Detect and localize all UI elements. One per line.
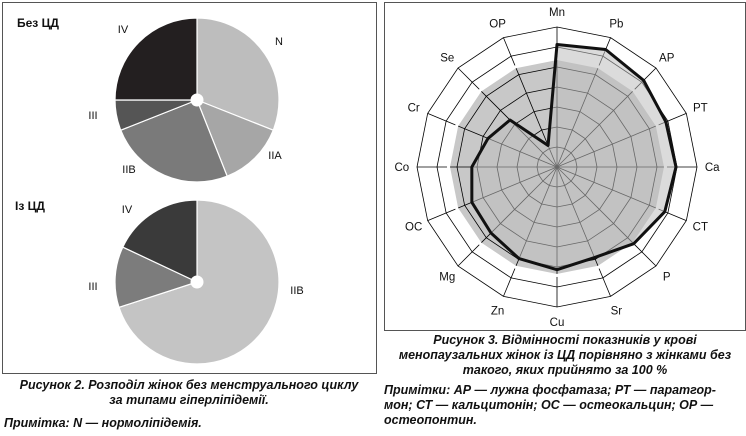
pie2-label-iii: III bbox=[88, 281, 98, 293]
radar-axis-label-cu: Cu bbox=[549, 317, 565, 330]
radar-axis-label-se: Se bbox=[440, 52, 455, 65]
pie2-label-iv: IV bbox=[121, 204, 133, 216]
pie-charts bbox=[3, 3, 376, 373]
pie2-center-hole bbox=[191, 276, 203, 288]
pie1-label-n: N bbox=[275, 36, 283, 48]
pie1-center-hole bbox=[191, 94, 203, 106]
radar-axis-label-ap: AP bbox=[659, 52, 675, 65]
radar-panel bbox=[384, 2, 746, 331]
radar-axis-label-zn: Zn bbox=[490, 305, 505, 318]
pie1-label-iv: IV bbox=[117, 24, 129, 36]
radar-axis-label-pb: Pb bbox=[609, 18, 624, 31]
radar-axis-label-ct: CT bbox=[692, 221, 709, 234]
radar-axis-label-mn: Mn bbox=[549, 6, 565, 19]
radar-axis-label-cr: Cr bbox=[407, 102, 420, 115]
pie1-label-iia: IIA bbox=[268, 150, 282, 162]
radar-axis-label-ca: Ca bbox=[704, 162, 720, 174]
pie2-label-iib: IIB bbox=[290, 285, 304, 297]
pie1-label-iii: III bbox=[88, 110, 98, 122]
fig3-caption: Рисунок 3. Відмінності показників у крові менопаузальних жінок із ЦД порівняно з жінками без такого, яких прийнято за 100 % bbox=[398, 333, 732, 377]
radar-axis-label-co: Co bbox=[394, 162, 410, 174]
radar-axis-label-p: P bbox=[662, 271, 671, 284]
radar-axis-label-sr: Sr bbox=[610, 305, 623, 318]
fig2-note: Примітка: N — нормоліпідемія. bbox=[4, 416, 202, 430]
radar-axis-label-oc: OC bbox=[405, 221, 423, 234]
pie1-label-iib: IIB bbox=[122, 164, 136, 176]
fig2-caption: Рисунок 2. Розподіл жінок без менструального циклу за типами гіперліпідемії. bbox=[19, 378, 359, 407]
fig3-note: Примітки: АР — лужна фосфатаза; РТ — паратгор-мон; СТ — кальцитонін; ОС — остеокальцин; ОР — остеопонтин. bbox=[384, 383, 716, 427]
radar-axis-label-mg: Mg bbox=[439, 271, 456, 284]
radar-axis-label-op: OP bbox=[489, 18, 506, 31]
radar-chart bbox=[385, 3, 745, 330]
pie2-title: Із ЦД bbox=[15, 199, 45, 213]
radar-axis-label-pt: PT bbox=[693, 102, 708, 115]
pie1-title: Без ЦД bbox=[17, 16, 59, 30]
pie-panel bbox=[2, 2, 377, 374]
